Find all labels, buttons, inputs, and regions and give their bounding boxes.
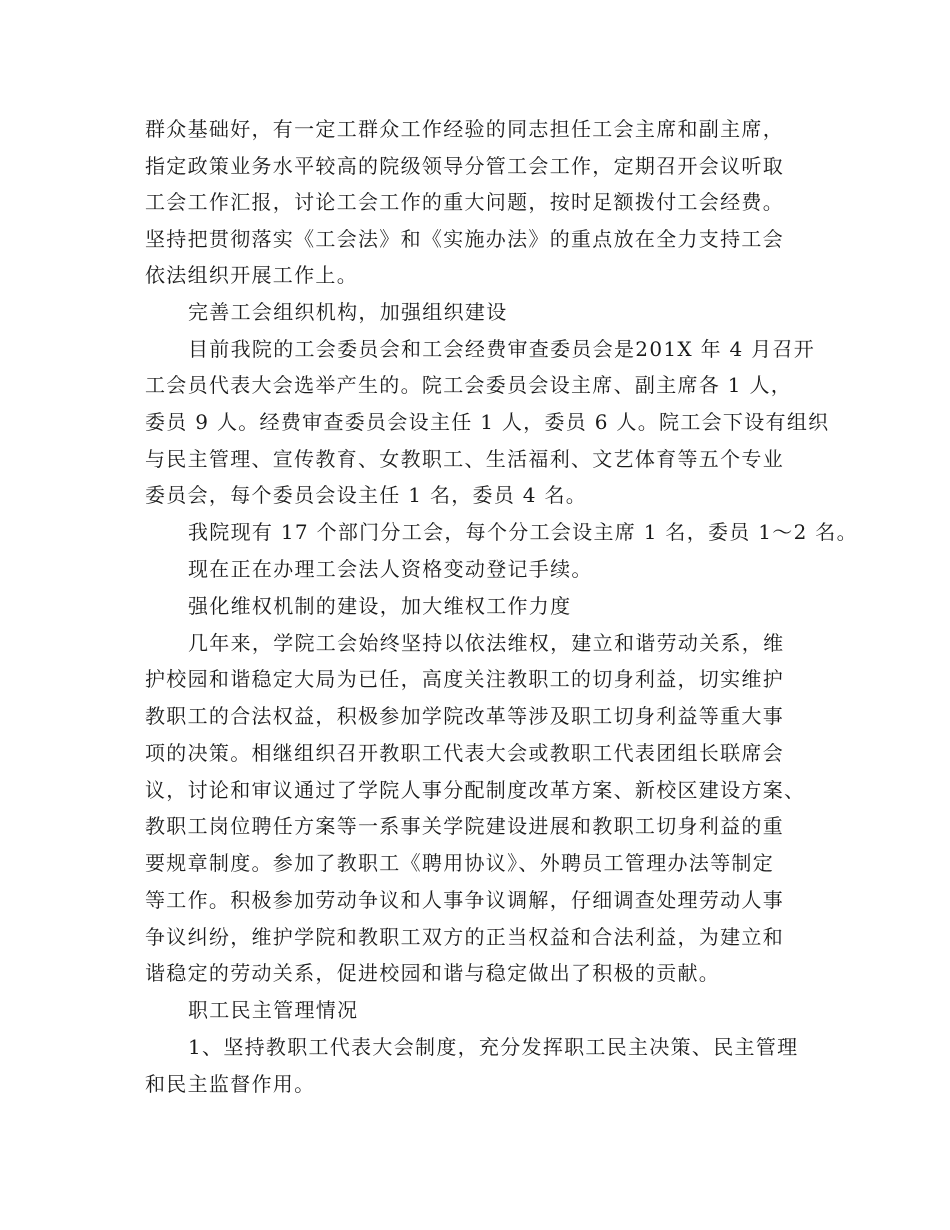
paragraph-line: 和民主监督作用。 [145, 1072, 316, 1096]
paragraph-line: 委员 9 人。经费审查委员会设主任 1 人，委员 6 人。院工会下设有组织 [145, 410, 830, 434]
section-heading: 完善工会组织机构，加强组织建设 [188, 300, 508, 324]
paragraph-line: 我院现有 17 个部门分工会，每个分工会设主席 1 名，委员 1～2 名。 [188, 520, 858, 544]
paragraph-line: 群众基础好，有一定工群众工作经验的同志担任工会主席和副主席， [145, 117, 784, 141]
paragraph-line: 依法组织开展工作上。 [145, 263, 358, 287]
section-heading: 强化维权机制的建设，加大维权工作力度 [188, 594, 572, 618]
paragraph-line: 几年来，学院工会始终坚持以依法维权，建立和谐劳动关系，维 [188, 631, 785, 655]
paragraph-line: 指定政策业务水平较高的院级领导分管工会工作，定期召开会议听取 [145, 154, 784, 178]
paragraph-line: 要规章制度。参加了教职工《聘用协议》、外聘员工管理办法等制定 [145, 851, 774, 875]
section-heading: 职工民主管理情况 [188, 998, 359, 1022]
paragraph-line: 现在正在办理工会法人资格变动登记手续。 [188, 557, 593, 581]
paragraph-line: 1、坚持教职工代表大会制度，充分发挥职工民主决策、民主管理 [188, 1035, 799, 1059]
paragraph-line: 目前我院的工会委员会和工会经费审查委员会是201X 年 4 月召开 [188, 337, 816, 361]
paragraph-line: 教职工岗位聘任方案等一系事关学院建设进展和教职工切身利益的重 [145, 814, 784, 838]
paragraph-line: 等工作。积极参加劳动争议和人事争议调解，仔细调查处理劳动人事 [145, 888, 784, 912]
paragraph-line: 委员会，每个委员会设主任 1 名，委员 4 名。 [145, 483, 588, 507]
paragraph-line: 工会工作汇报，讨论工会工作的重大问题，按时足额拨付工会经费。 [145, 190, 784, 214]
paragraph-line: 项的决策。相继组织召开教职工代表大会或教职工代表团组长联席会 [145, 741, 784, 765]
paragraph-line: 坚持把贯彻落实《工会法》和《实施办法》的重点放在全力支持工会 [145, 227, 784, 251]
paragraph-line: 争议纠纷，维护学院和教职工双方的正当权益和合法利益，为建立和 [145, 925, 784, 949]
paragraph-line: 工会员代表大会选举产生的。院工会委员会设主席、副主席各 1 人， [145, 373, 793, 397]
paragraph-line: 教职工的合法权益，积极参加学院改革等涉及职工切身利益等重大事 [145, 704, 784, 728]
paragraph-line: 议，讨论和审议通过了学院人事分配制度改革方案、新校区建设方案、 [145, 778, 806, 802]
paragraph-line: 与民主管理、宣传教育、女教职工、生活福利、文艺体育等五个专业 [145, 447, 784, 471]
paragraph-line: 谐稳定的劳动关系，促进校园和谐与稳定做出了积极的贡献。 [145, 961, 721, 985]
paragraph-line: 护校园和谐稳定大局为已任，高度关注教职工的切身利益，切实维护 [145, 667, 784, 691]
